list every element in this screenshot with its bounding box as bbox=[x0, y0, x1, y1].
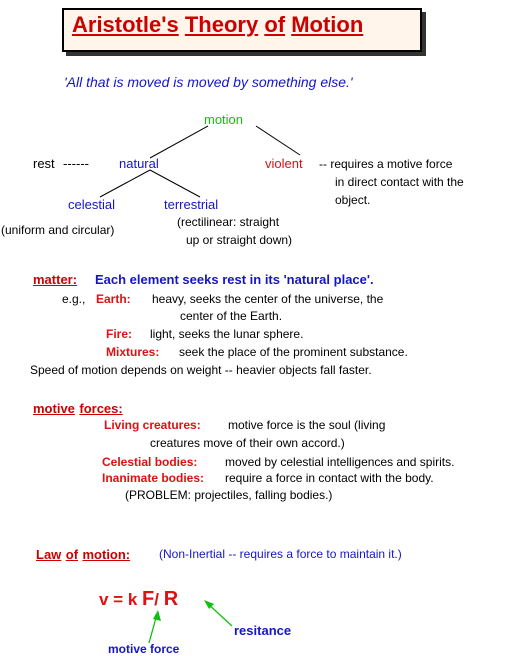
law-heading-1: Law bbox=[36, 547, 62, 562]
edge-motion-violent bbox=[256, 126, 300, 155]
violent-desc-2: in direct contact with the bbox=[335, 175, 464, 189]
motive-force-label: motive force bbox=[108, 642, 180, 656]
equation-left: v = k bbox=[99, 590, 138, 609]
motive-forces-heading bbox=[33, 401, 123, 417]
law-heading-2: of bbox=[65, 547, 79, 562]
celestial-bodies-text: moved by celestial intelligences and spirits. bbox=[225, 455, 455, 469]
living-text-1: motive force is the soul (living bbox=[228, 418, 386, 432]
node-natural: natural bbox=[119, 156, 159, 171]
edge-motion-natural bbox=[150, 126, 208, 158]
rest-dashes: ------ bbox=[63, 156, 89, 171]
motive-forces-heading-2: forces: bbox=[79, 401, 123, 416]
celestial-bodies-label: Celestial bodies: bbox=[102, 455, 198, 469]
terrestrial-desc-1: (rectilinear: straight bbox=[177, 215, 280, 229]
inanimate-text: require a force in contact with the body. bbox=[225, 471, 434, 485]
node-celestial: celestial bbox=[68, 197, 115, 212]
title-word-1: Aristotle's bbox=[72, 12, 179, 37]
problem-text: (PROBLEM: projectiles, falling bodies.) bbox=[125, 488, 333, 502]
celestial-desc: (uniform and circular) bbox=[1, 223, 115, 237]
speed-text: Speed of motion depends on weight -- heavier objects fall faster. bbox=[30, 363, 372, 377]
law-heading bbox=[36, 547, 130, 563]
node-terrestrial: terrestrial bbox=[164, 197, 219, 212]
violent-desc-1: -- requires a motive force bbox=[319, 157, 453, 171]
violent-desc-3: object. bbox=[335, 193, 371, 207]
resistance-label: resitance bbox=[234, 623, 292, 638]
earth-label: Earth: bbox=[96, 292, 131, 306]
node-motion: motion bbox=[204, 112, 244, 127]
terrestrial-desc-2: up or straight down) bbox=[186, 233, 293, 247]
law-heading-3: motion: bbox=[82, 547, 131, 562]
fire-text: light, seeks the lunar sphere. bbox=[150, 327, 304, 341]
inanimate-label: Inanimate bodies: bbox=[102, 471, 205, 485]
living-label: Living creatures: bbox=[104, 418, 201, 432]
motive-forces-heading-1: motive bbox=[33, 401, 75, 416]
equation-F: F bbox=[142, 588, 155, 610]
mixtures-text: seek the place of the prominent substance. bbox=[179, 345, 408, 359]
arrow-motive-force-head bbox=[153, 610, 161, 621]
node-rest: rest bbox=[33, 156, 55, 171]
equation-R: R bbox=[163, 588, 179, 610]
edge-natural-celestial bbox=[100, 170, 150, 197]
earth-text-2: center of the Earth. bbox=[180, 309, 283, 323]
edge-natural-terrestrial bbox=[150, 170, 200, 197]
mixtures-label: Mixtures: bbox=[106, 345, 160, 359]
living-text-2: creatures move of their own accord.) bbox=[150, 436, 345, 450]
node-violent: violent bbox=[265, 156, 303, 171]
earth-text-1: heavy, seeks the center of the universe, the bbox=[152, 292, 384, 306]
law-note: (Non-Inertial -- requires a force to maintain it.) bbox=[159, 547, 402, 561]
equation bbox=[99, 589, 178, 609]
equation-slash: / bbox=[154, 590, 159, 609]
title-word-3: of bbox=[264, 12, 286, 37]
matter-text: Each element seeks rest in its 'natural place'. bbox=[95, 272, 374, 287]
fire-label: Fire: bbox=[106, 327, 133, 341]
quote: 'All that is moved is moved by something else.' bbox=[64, 74, 353, 90]
matter-heading: matter: bbox=[33, 272, 78, 287]
title-word-2: Theory bbox=[184, 12, 259, 37]
matter-eg: e.g., bbox=[62, 292, 86, 306]
title-word-4: Motion bbox=[291, 12, 364, 37]
